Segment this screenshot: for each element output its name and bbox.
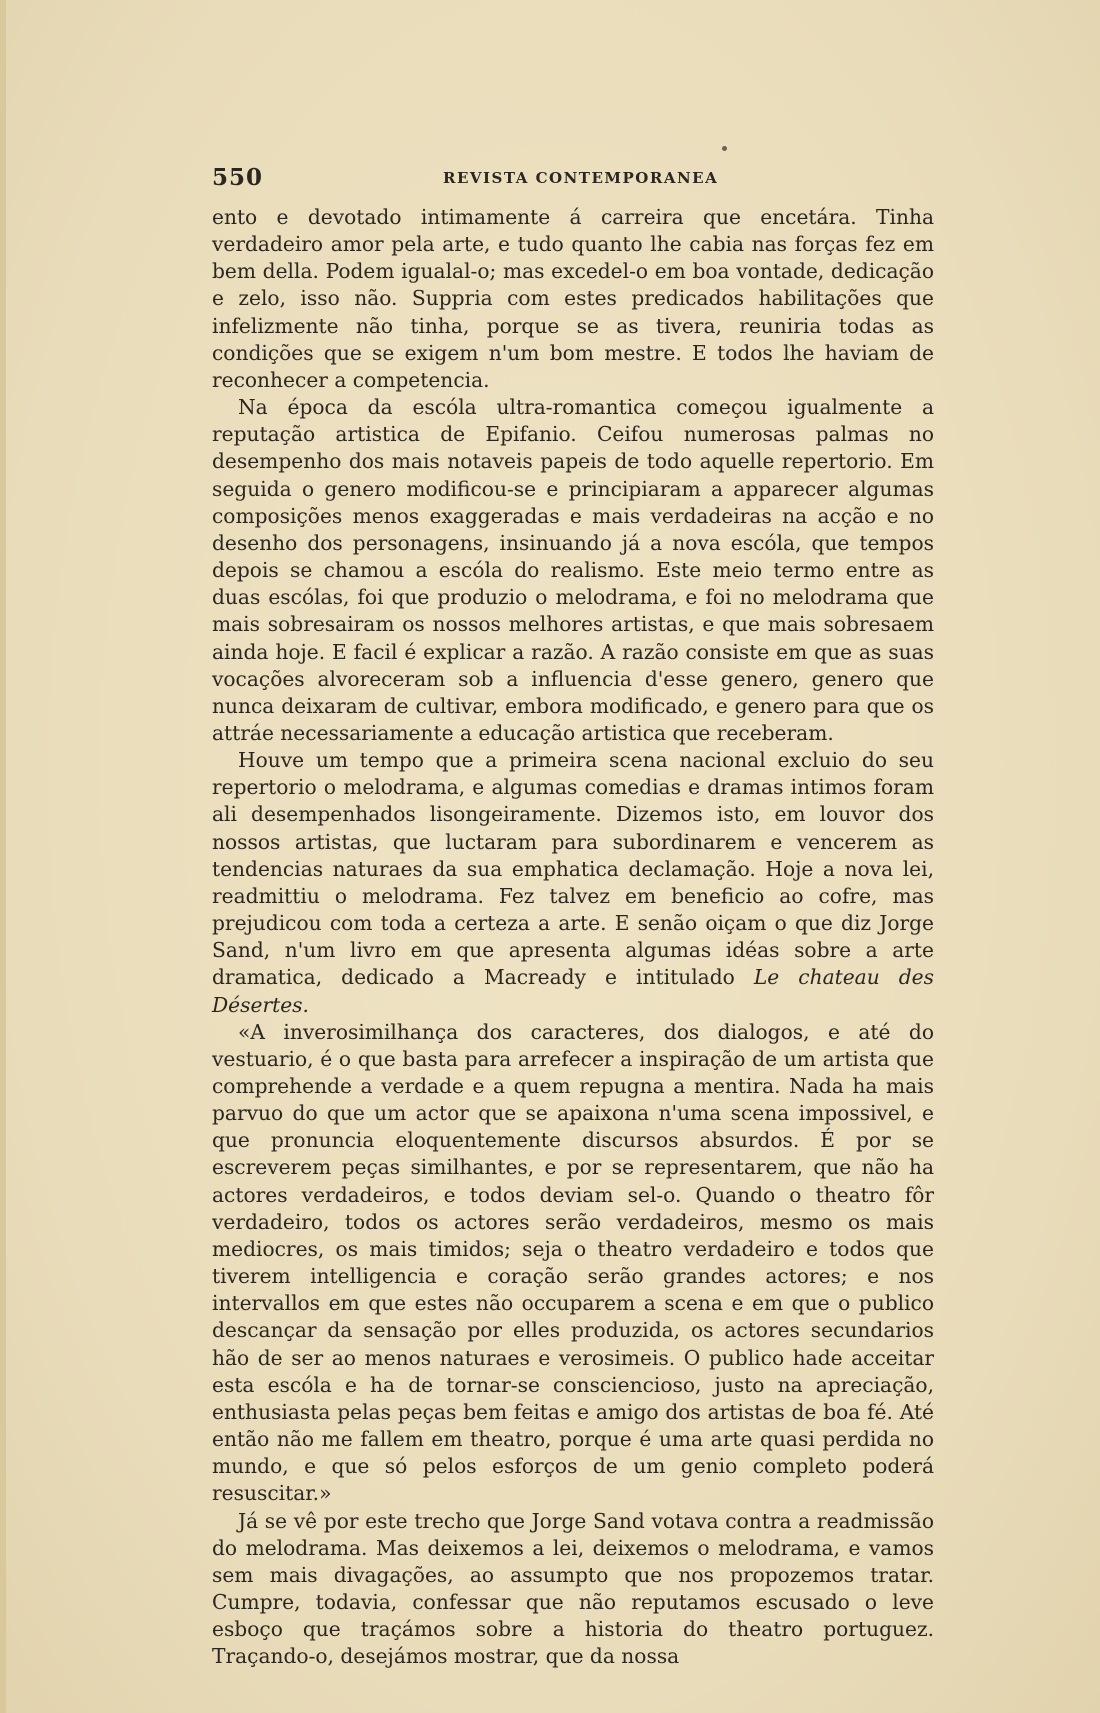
paragraph-conclusion: Já se vê por este trecho que Jorge Sand votava contra a readmissão do melodrama. Mas deixemos a lei, deixemos o melodrama, e vamos sem mais divagações, ao assumpto que nos propozemos tratar. Cumpre, todavia, confessar que não reputamos escusado o leve esboço que traçámos sobre a historia do theatro portuguez. Traçando-o, desejámos mostrar, que da nossa [212, 1508, 934, 1669]
paragraph-quotation: «A inverosimilhança dos caracteres, dos dialogos, e até do vestuario, é o que basta para arrefecer a inspiração de um artista que comprehende a verdade e a quem repugna a mentira. Nada ha mais parvuo do que um actor que se apaixona n'uma scena impossivel, e que pronuncia eloquentemente discursos absurdos. É por se escreverem peças similhantes, e por se representarem, que não ha actores verdadeiros, e todos deviam sel-o. Quando o theatro fôr verdadeiro, todos os actores serão verdadeiros, mesmo os mais mediocres, os mais timidos; seja o theatro verdadeiro e todos que tiverem intelligencia e coração serão grandes actores; e nos intervallos em que estes não occuparem a scena e em que o publico descançar da sensação por elles produzida, os actores secundarios hão de ser ao menos naturaes e verosimeis. O publico hade acceitar esta escóla e ha de tornar-se consciencioso, justo na apreciação, enthusiasta pelas peças bem feitas e amigo dos artistas de boa fé. Até então não me fallem em theatro, porque é uma arte quasi perdida no mundo, e que só pelos esforços de um genio completo poderá resuscitar.» [212, 1019, 934, 1506]
paragraph-melodrama-text: Houve um tempo que a primeira scena nacional excluio do seu repertorio o melodrama, e algumas comedias e dramas intimos foram ali desempenhados lisongeiramente. Dizemos isto, em louvor dos nossos artistas, que luctaram para subordinarem e vencerem as tendencias naturaes da sua emphatica declamação. Hoje a nova lei, readmittiu o melodrama. Fez talvez em beneficio ao cofre, mas prejudicou com toda a certeza a arte. E senão oiçam o que diz Jorge Sand, n'um livro em que apresenta algumas idéas sobre a arte dramatica, dedicado a Macready e intitulado [212, 748, 934, 990]
paragraph-continuation: ento e devotado intimamente á carreira que encetára. Tinha verdadeiro amor pela arte, e tudo quanto lhe cabia nas forças fez em bem della. Podem igualal-o; mas excedel-o em boa vontade, dedicação e zelo, isso não. Suppria com estes predicados habilitações que infelizmente não tinha, porque se as tivera, reuniria todas as condições que se exigem n'um bom mestre. E todos lhe haviam de reconhecer a competencia. [212, 205, 934, 392]
running-title: REVISTA CONTEMPORANEA [443, 169, 719, 187]
paragraph-melodrama [212, 747, 934, 1019]
paragraph-epifanio: Na época da escóla ultra-romantica começou igualmente a reputação artistica de Epifanio. Ceifou numerosas palmas no desempenho dos mais notaveis papeis de todo aquelle repertorio. Em seguida o genero modificou-se e principiaram a apparecer algumas composições menos exaggeradas e mais verdadeiras na acção e no desenho dos personagens, insinuando já a nova escóla, que tempos depois se chamou a escóla do realismo. Este meio termo entre as duas escólas, foi que produzio o melodrama, e foi no melodrama que mais sobresairam os nossos melhores artistas, e que mais sobresaem ainda hoje. E facil é explicar a razão. A razão consiste em que as suas vocações alvoreceram sob a influencia d'esse genero, genero que nunca deixaram de cultivar, embora modificado, e genero para que os attráe necessariamente a educação artistica que receberam. [212, 395, 934, 745]
body-text [212, 204, 934, 1670]
book-title: Le chateau des Désertes. [212, 965, 934, 1017]
page-edge [0, 0, 6, 1713]
page-header [212, 164, 934, 191]
ink-speck [722, 146, 727, 151]
page-number: 550 [212, 164, 264, 191]
